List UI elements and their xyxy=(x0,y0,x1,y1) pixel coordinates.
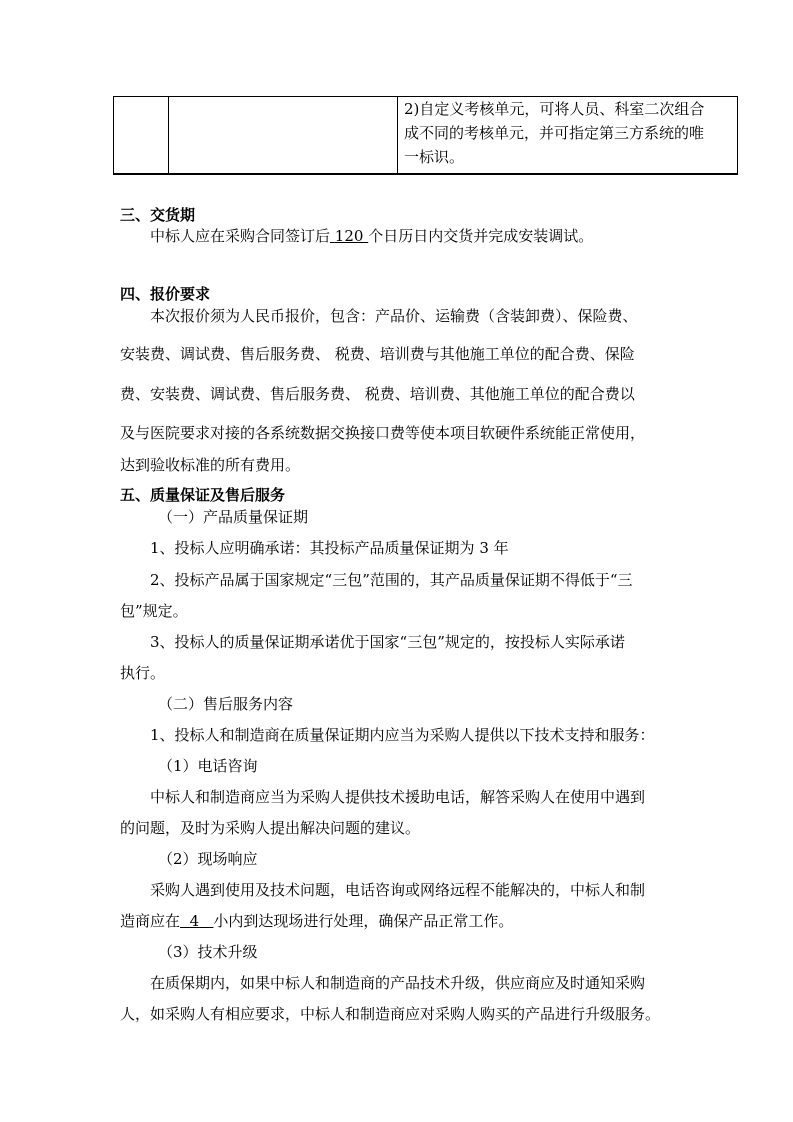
table-cell-index xyxy=(114,97,169,175)
quotation-line: 本次报价须为人民币报价，包含：产品价、运输费（含装卸费）、保险费、 xyxy=(150,307,638,325)
service-subitem-text: 采购人遇到使用及技术问题，电话咨询或网络远程不能解决的，中标人和制 xyxy=(150,881,646,899)
section-heading-delivery: 三、交货期 xyxy=(120,206,196,224)
table-cell-item xyxy=(169,97,398,175)
spec-table xyxy=(113,96,738,175)
section-heading-quotation: 四、报价要求 xyxy=(120,285,211,303)
table-row xyxy=(114,97,738,175)
quotation-line: 费、安装费、调试费、售后服务费、 税费、培训费、其他施工单位的配合费以 xyxy=(120,385,635,403)
service-subitem-title: （2）现场响应 xyxy=(158,850,258,868)
delivery-text-after: 个日历日内交货并完成安装调试。 xyxy=(368,227,594,245)
warranty-item: 3、投标人的质量保证期承诺优于国家“三包”规定的，按投标人实际承诺 xyxy=(150,633,625,651)
service-subitem-text: 造商应在 4 小内到达现场进行处理，确保产品正常工作。 xyxy=(120,912,514,930)
section-heading-warranty: 五、质量保证及售后服务 xyxy=(120,486,286,504)
cell-line: 2)自定义考核单元，可将人员、科室二次组合 xyxy=(404,100,705,118)
warranty-item-cont: 执行。 xyxy=(120,664,166,682)
service-subitem-text: 的问题，及时为采购人提出解决问题的建议。 xyxy=(120,819,421,837)
service-subitem-title: （1）电话咨询 xyxy=(158,757,258,775)
service-subitem-text: 中标人和制造商应当为采购人提供技术援助电话，解答采购人在使用中遇到 xyxy=(150,788,646,806)
quotation-line: 达到验收标准的所有费用。 xyxy=(120,456,301,474)
delivery-text xyxy=(150,226,593,246)
response-hours: 4 xyxy=(189,912,200,930)
delivery-text-before: 中标人应在采购合同签订后 xyxy=(150,227,331,245)
quotation-line: 安装费、调试费、售后服务费、 税费、培训费与其他施工单位的配合费、保险 xyxy=(120,345,635,363)
table-cell-description xyxy=(398,97,738,175)
cell-line: 一标识。 xyxy=(404,148,465,166)
service-subitem-text: 在质保期内，如果中标人和制造商的产品技术升级，供应商应及时通知采购 xyxy=(150,974,646,992)
warranty-item-cont: 包”规定。 xyxy=(120,602,188,620)
cell-line: 成不同的考核单元，并可指定第三方系统的唯 xyxy=(404,124,705,142)
service-item: 1、投标人和制造商在质量保证期内应当为采购人提供以下技术支持和服务： xyxy=(150,726,655,744)
service-subitem-title: （3）技术升级 xyxy=(158,943,258,961)
subheading-warranty-period: （一）产品质量保证期 xyxy=(158,508,309,526)
delivery-days: 120 xyxy=(334,227,364,245)
warranty-item: 2、投标产品属于国家规定“三包”范围的，其产品质量保证期不得低于“三 xyxy=(150,571,633,589)
warranty-item: 1、投标人应明确承诺：其投标产品质量保证期为 3 年 xyxy=(150,539,509,557)
subheading-after-sales: （二）售后服务内容 xyxy=(158,695,294,713)
quotation-line: 及与医院要求对接的各系统数据交换接口费等使本项目软硬件系统能正常使用， xyxy=(120,424,646,442)
service-subitem-text: 人，如采购人有相应要求，中标人和制造商应对采购人购买的产品进行升级服务。 xyxy=(120,1005,661,1023)
